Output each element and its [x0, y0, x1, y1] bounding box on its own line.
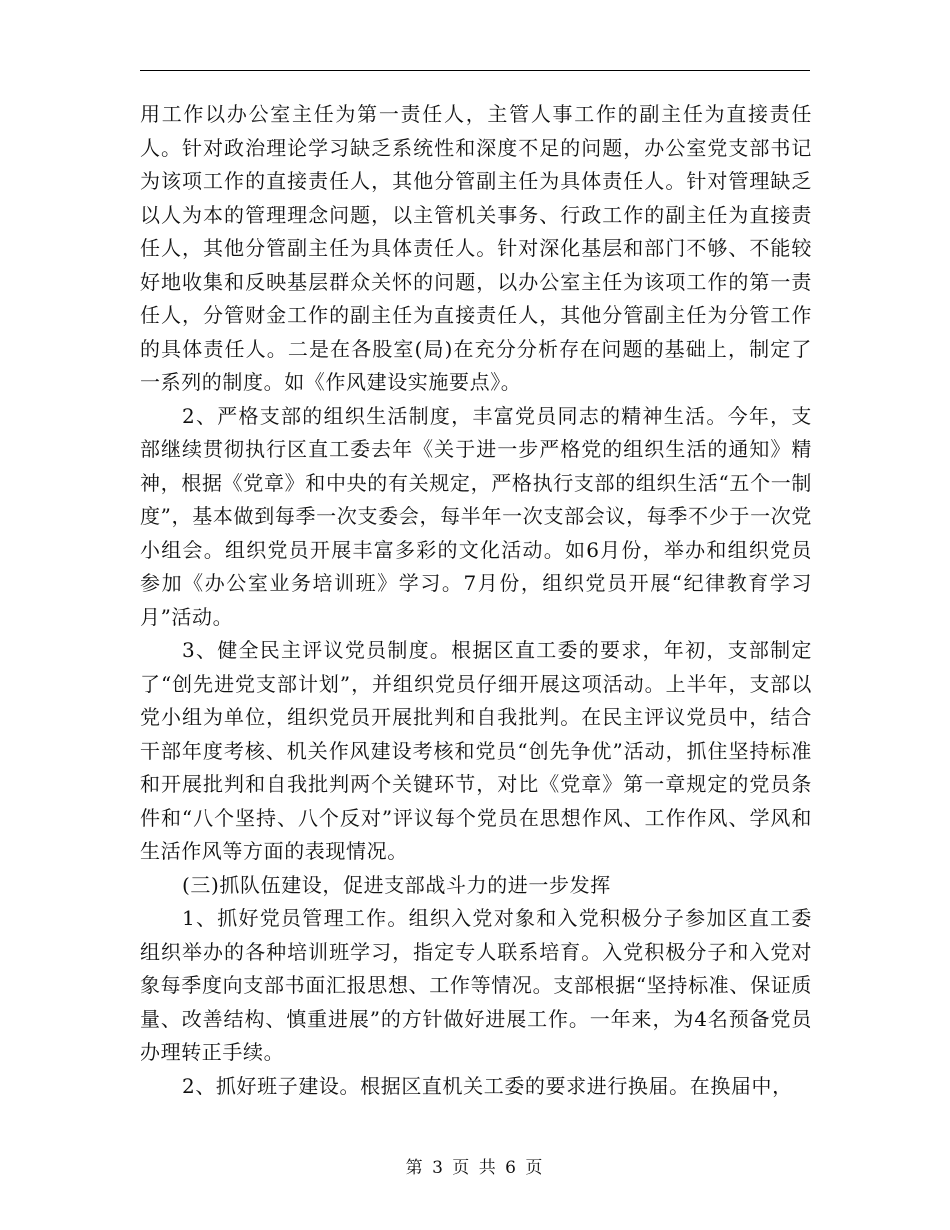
header-rule: [140, 70, 810, 71]
document-body: [140, 98, 812, 1103]
section-heading: (三)抓队伍建设，促进支部战斗力的进一步发挥: [182, 872, 611, 897]
paragraph-organization-life: 2、严格支部的组织生活制度，丰富党员同志的精神生活。今年，支部继续贯彻执行区直工委去年《关于进一步严格党的组织生活的通知》精神，根据《党章》和中央的有关规定，严格执行支部的组织生活“五个一制度”，基本做到每季一次支委会，每半年一次支部会议，每季不少于一次党小组会。组织党员开展丰富多彩的文化活动。如6月份，举办和组织党员参加《办公室业务培训班》学习。7月份，组织党员开展“纪律教育学习月”活动。: [140, 403, 812, 629]
paragraph-team-building: 2、抓好班子建设。根据区直机关工委的要求进行换届。在换届中，: [182, 1073, 793, 1098]
paragraph-member-management: 1、抓好党员管理工作。组织入党对象和入党积极分子参加区直工委组织举办的各种培训班学习，指定专人联系培育。入党积极分子和入党对象每季度向支部书面汇报思想、工作等情况。支部根据“坚持标准、保证质量、改善结构、慎重进展”的方针做好进展工作。一年来，为4名预备党员办理转正手续。: [140, 906, 812, 1064]
page-number-footer: 第 3 页 共 6 页: [405, 1158, 545, 1178]
paragraph-democratic-review: 3、健全民主评议党员制度。根据区直工委的要求，年初，支部制定了“创先进党支部计划”，并组织党员仔细开展这项活动。上半年，支部以党小组为单位，组织党员开展批判和自我批判。在民主评议党员中，结合干部年度考核、机关作风建设考核和党员“创先争优”活动，抓住坚持标准和开展批判和自我批判两个关键环节，对比《党章》第一章规定的党员条件和“八个坚持、八个反对”评议每个党员在思想作风、工作作风、学风和生活作风等方面的表现情况。: [140, 638, 812, 863]
paragraph-responsibility: 用工作以办公室主任为第一责任人，主管人事工作的副主任为直接责任人。针对政治理论学习缺乏系统性和深度不足的问题，办公室党支部书记为该项工作的直接责任人，其他分管副主任为具体责任人。针对管理缺乏以人为本的管理理念问题，以主管机关事务、行政工作的副主任为直接责任人，其他分管副主任为具体责任人。针对深化基层和部门不够、不能较好地收集和反映基层群众关怀的问题，以办公室主任为该项工作的第一责任人，分管财金工作的副主任为直接责任人，其他分管副主任为分管工作的具体责任人。二是在各股室(局)在充分分析存在问题的基础上，制定了一系列的制度。如《作风建设实施要点》。: [140, 102, 812, 394]
